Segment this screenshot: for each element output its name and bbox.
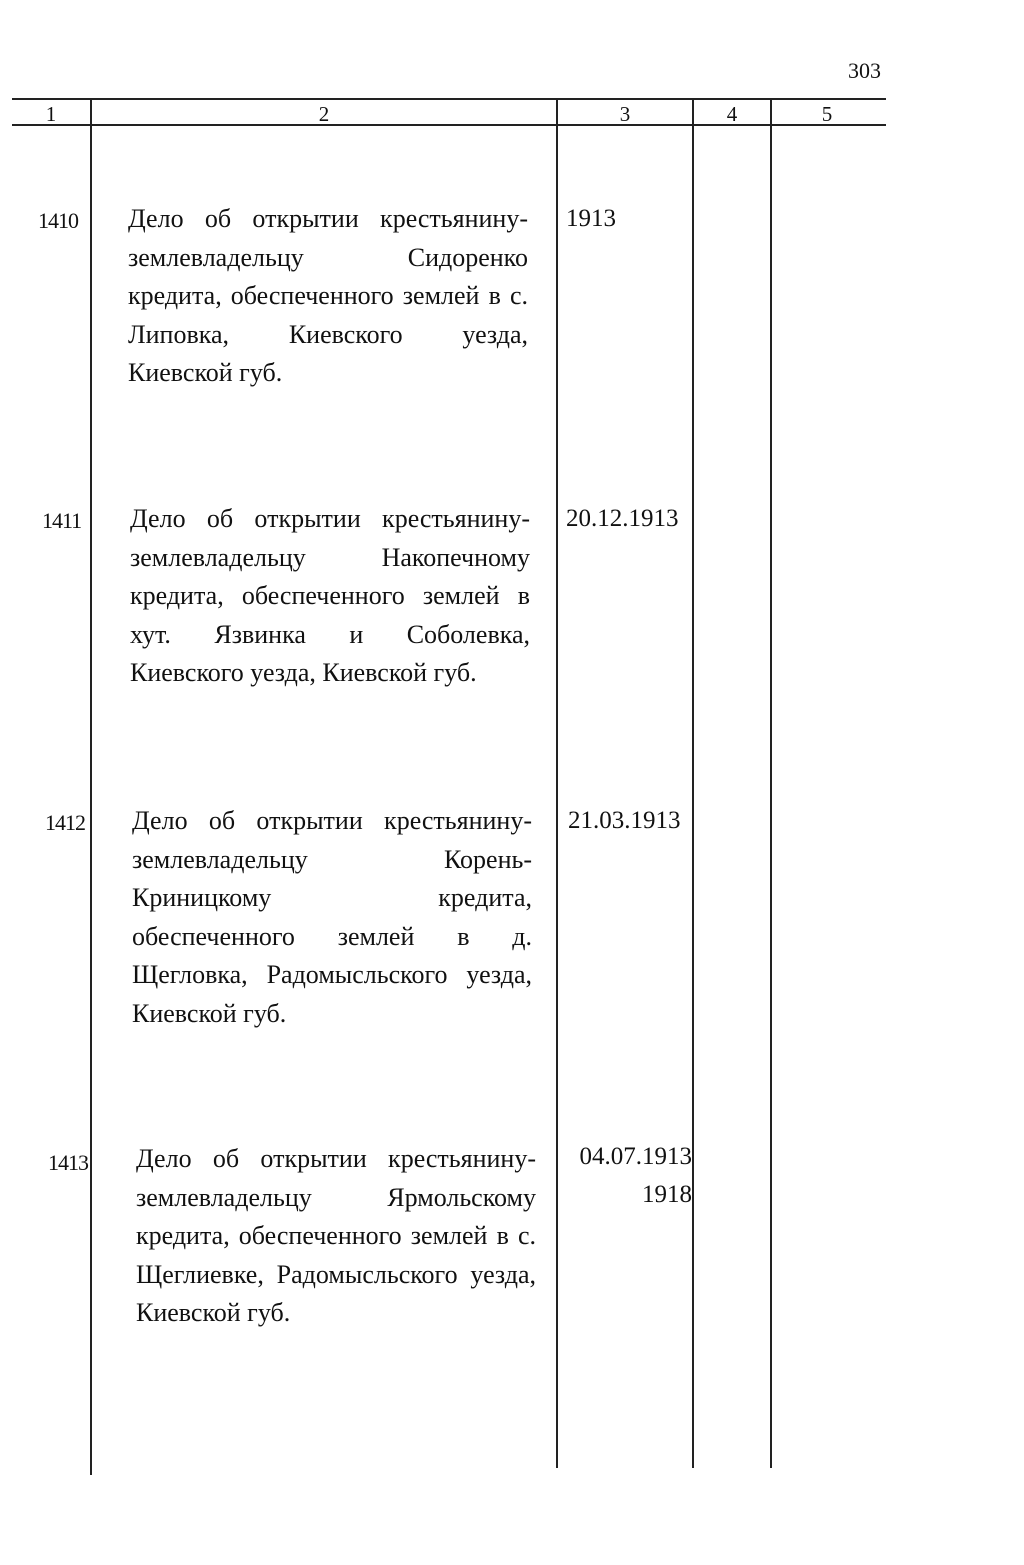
date-value: 20.12.1913 xyxy=(566,505,679,532)
column-divider-4-5 xyxy=(770,98,772,1468)
date-value: 21.03.1913 xyxy=(568,807,681,834)
row-description: Дело об открытии крестьянину-землевладельцу Сидоренко кредита, обеспеченного землей в с. Липовка, Киевского уезда, Киевской губ. xyxy=(128,204,528,387)
row-number: 1410 xyxy=(38,208,78,233)
column-header-1: 1 xyxy=(45,102,57,126)
date-value: 1913 xyxy=(566,205,616,232)
row-description: Дело об открытии крестьянину-землевладельцу Корень-Криницкому кредита, обеспеченного землей в д. Щегловка, Радомысльского уезда, Киевской губ. xyxy=(132,806,532,1028)
column-divider-2-3 xyxy=(556,98,558,1468)
row-number: 1412 xyxy=(45,810,85,835)
header-top-rule xyxy=(12,98,886,100)
column-header-4: 4 xyxy=(726,102,738,126)
page-number: 303 xyxy=(848,58,881,83)
row-dates xyxy=(570,1138,692,1214)
row-number: 1413 xyxy=(48,1150,88,1175)
row-number: 1411 xyxy=(42,508,82,533)
row-description: Дело об открытии крестьянину-землевладельцу Накопечному кредита, обеспеченного землей в хут. Язвинка и Соболевка, Киевского уезда, Киевской губ. xyxy=(130,504,530,687)
column-header-5: 5 xyxy=(821,102,833,126)
date-value: 1918 xyxy=(642,1181,692,1208)
row-dates xyxy=(566,500,686,538)
column-divider-3-4 xyxy=(692,98,694,1468)
column-header-3: 3 xyxy=(619,102,631,126)
date-value: 04.07.1913 xyxy=(579,1143,692,1170)
row-description: Дело об открытии крестьянину-землевладельцу Ярмольскому кредита, обеспеченного землей в с. Щеглиевке, Радомысльского уезда, Киевской губ. xyxy=(136,1144,536,1327)
row-dates xyxy=(568,802,688,840)
column-divider-1-2 xyxy=(90,100,92,1475)
column-header-2: 2 xyxy=(318,102,330,126)
row-dates xyxy=(566,200,616,238)
